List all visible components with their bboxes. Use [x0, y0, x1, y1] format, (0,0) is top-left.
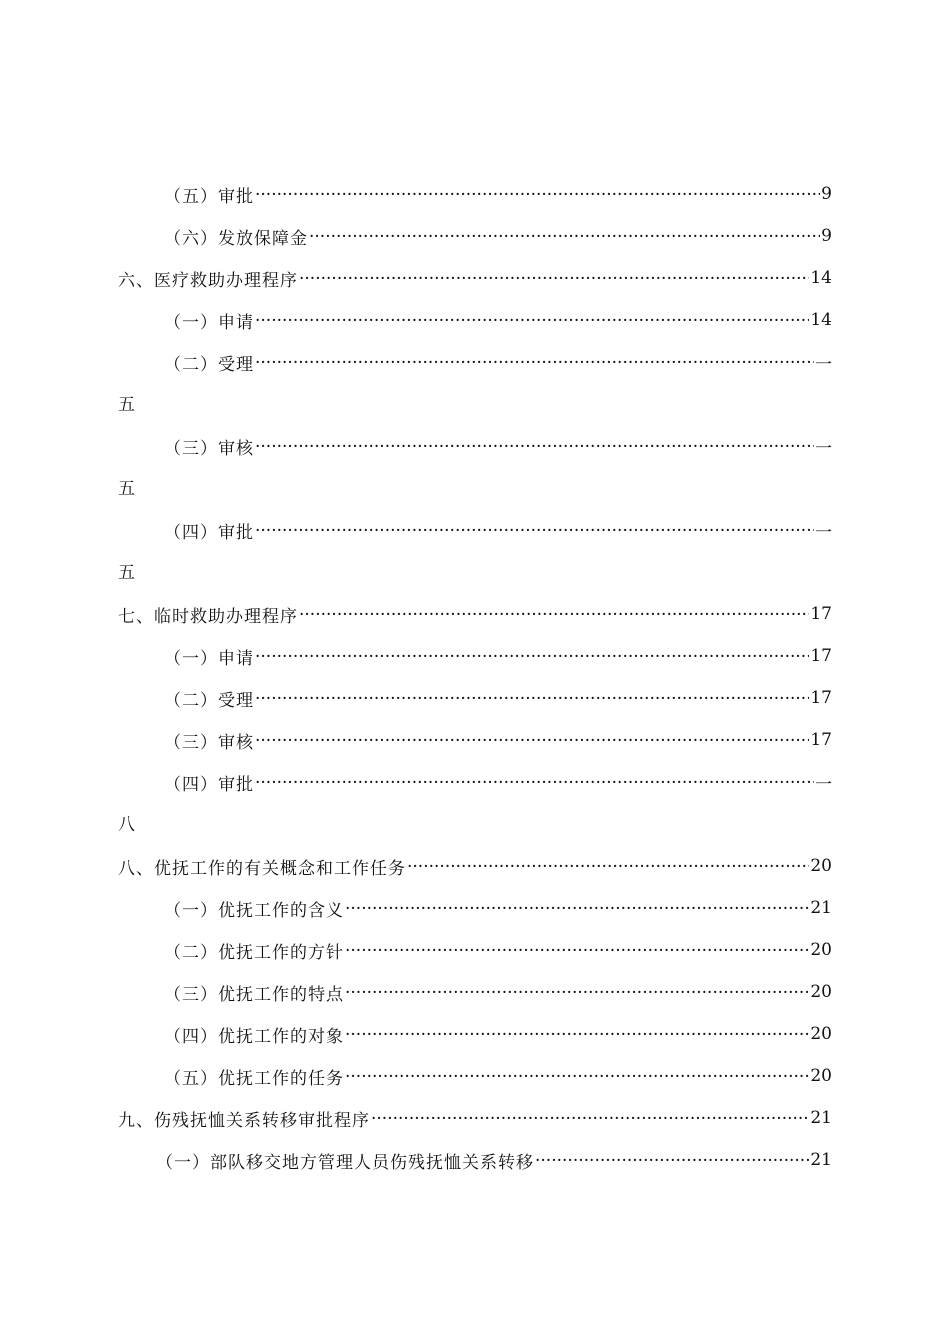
toc-entry[interactable] [164, 181, 832, 207]
toc-entry[interactable] [164, 643, 832, 669]
toc-page-number: 一 [815, 354, 832, 375]
toc-entry-label: （三）审核 [164, 438, 254, 459]
toc-entry[interactable] [164, 937, 832, 963]
toc-entry[interactable] [164, 727, 832, 753]
dot-leader [407, 857, 809, 877]
toc-page-number: 20 [810, 1024, 832, 1044]
toc-entry-label: （四）审批 [164, 774, 254, 795]
dot-leader [345, 899, 809, 919]
toc-entry[interactable] [164, 433, 832, 459]
toc-entry-label: 八、优抚工作的有关概念和工作任务 [118, 858, 406, 879]
dot-leader [255, 185, 820, 205]
toc-entry-label: （一）申请 [164, 312, 254, 333]
toc-entry[interactable] [156, 1147, 832, 1173]
toc-entry[interactable] [164, 769, 832, 795]
toc-entry-label: （三）优抚工作的特点 [164, 984, 344, 1005]
toc-entry[interactable] [164, 307, 832, 333]
toc-page-number-continuation: 五 [118, 563, 135, 583]
toc-page-number: 17 [810, 730, 832, 750]
toc-entry[interactable] [164, 895, 832, 921]
toc-page-number: 20 [810, 856, 832, 876]
toc-entry-label: 七、临时救助办理程序 [118, 606, 298, 627]
dot-leader [255, 311, 809, 331]
toc-page-number-continuation: 五 [118, 479, 135, 499]
toc-entry[interactable] [164, 517, 832, 543]
dot-leader [535, 1151, 809, 1171]
toc-page-number: 20 [810, 940, 832, 960]
toc-entry-label: （五）优抚工作的任务 [164, 1068, 344, 1089]
toc-entry-label: （四）审批 [164, 522, 254, 543]
dot-leader [255, 353, 814, 373]
toc-entry-label: （三）审核 [164, 732, 254, 753]
dot-leader [255, 647, 809, 667]
toc-entry[interactable] [164, 685, 832, 711]
dot-leader [345, 1025, 809, 1045]
dot-leader [255, 521, 814, 541]
dot-leader [309, 227, 820, 247]
dot-leader [255, 689, 809, 709]
toc-entry-label: （四）优抚工作的对象 [164, 1026, 344, 1047]
toc-page-number-continuation: 五 [118, 395, 135, 415]
toc-entry-label: （六）发放保障金 [164, 228, 308, 249]
toc-page-number: 21 [810, 898, 832, 918]
toc-entry-label: （二）受理 [164, 354, 254, 375]
dot-leader [345, 983, 809, 1003]
toc-entry[interactable] [164, 979, 832, 1005]
toc-entry[interactable] [164, 223, 832, 249]
dot-leader [255, 773, 814, 793]
toc-entry[interactable] [164, 1063, 832, 1089]
toc-page-number: 20 [810, 982, 832, 1002]
toc-page-number: 17 [810, 604, 832, 624]
dot-leader [345, 1067, 809, 1087]
toc-page-number: 一 [815, 774, 832, 795]
dot-leader [299, 269, 809, 289]
toc-page-number: 14 [810, 268, 832, 288]
toc-page-number: 一 [815, 522, 832, 543]
toc-entry-label: （二）受理 [164, 690, 254, 711]
toc-entry[interactable] [164, 349, 832, 375]
toc-entry-label: （五）审批 [164, 186, 254, 207]
toc-entry-label: （二）优抚工作的方针 [164, 942, 344, 963]
toc-entry[interactable] [118, 853, 832, 879]
toc-page-number: 17 [810, 688, 832, 708]
toc-page-number: 9 [821, 184, 832, 204]
toc-entry-label: （一）申请 [164, 648, 254, 669]
toc-entry[interactable] [118, 1105, 832, 1131]
toc-page-number: 21 [810, 1108, 832, 1128]
toc-page-number: 14 [810, 310, 832, 330]
toc-page-number: 一 [815, 438, 832, 459]
toc-entry[interactable] [118, 265, 832, 291]
toc-entry-label: 九、伤残抚恤关系转移审批程序 [118, 1110, 370, 1131]
dot-leader [255, 437, 814, 457]
toc-entry-label: （一）部队移交地方管理人员伤残抚恤关系转移 [156, 1152, 534, 1173]
dot-leader [345, 941, 809, 961]
toc-entry[interactable] [118, 601, 832, 627]
toc-entry-label: （一）优抚工作的含义 [164, 900, 344, 921]
toc-page-number-continuation: 八 [118, 815, 135, 835]
toc-entry[interactable] [164, 1021, 832, 1047]
dot-leader [299, 605, 809, 625]
toc-entry-label: 六、医疗救助办理程序 [118, 270, 298, 291]
toc-page-number: 17 [810, 646, 832, 666]
dot-leader [371, 1109, 809, 1129]
toc-page-number: 20 [810, 1066, 832, 1086]
toc-page-number: 9 [821, 226, 832, 246]
toc-page-number: 21 [810, 1150, 832, 1170]
dot-leader [255, 731, 809, 751]
